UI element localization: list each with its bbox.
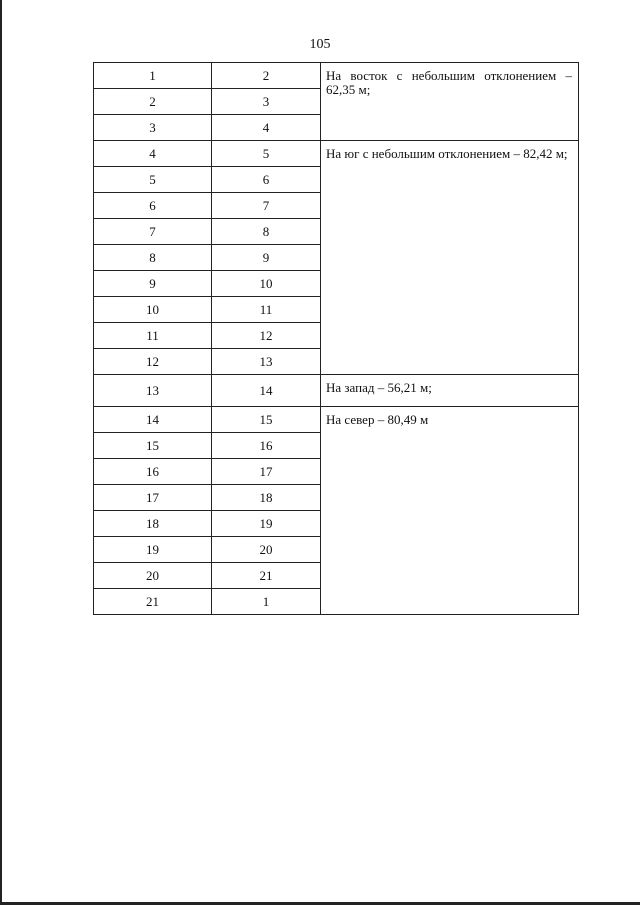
point-to: 10	[212, 271, 321, 297]
direction-south: На юг с небольшим отклонением – 82,42 м;	[321, 141, 579, 375]
point-from: 4	[94, 141, 212, 167]
point-to: 3	[212, 89, 321, 115]
point-to: 13	[212, 349, 321, 375]
point-from: 10	[94, 297, 212, 323]
direction-east: На восток с небольшим отклонением – 62,35 м;	[321, 63, 579, 141]
point-from: 20	[94, 563, 212, 589]
point-from: 17	[94, 485, 212, 511]
page-number: 105	[309, 37, 331, 52]
point-from: 16	[94, 459, 212, 485]
table-row	[94, 375, 579, 407]
table-row	[94, 141, 579, 167]
point-to: 18	[212, 485, 321, 511]
point-from: 5	[94, 167, 212, 193]
point-to: 7	[212, 193, 321, 219]
point-to: 1	[212, 589, 321, 615]
point-to: 6	[212, 167, 321, 193]
point-from: 9	[94, 271, 212, 297]
point-from: 2	[94, 89, 212, 115]
boundary-table	[93, 62, 579, 615]
table-row	[94, 63, 579, 89]
point-from: 6	[94, 193, 212, 219]
point-from: 15	[94, 433, 212, 459]
direction-north: На север – 80,49 м	[321, 407, 579, 615]
point-to: 11	[212, 297, 321, 323]
point-from: 1	[94, 63, 212, 89]
point-from: 13	[94, 375, 212, 407]
direction-west: На запад – 56,21 м;	[321, 375, 579, 407]
point-to: 4	[212, 115, 321, 141]
point-from: 21	[94, 589, 212, 615]
point-to: 5	[212, 141, 321, 167]
point-to: 9	[212, 245, 321, 271]
point-from: 3	[94, 115, 212, 141]
point-from: 14	[94, 407, 212, 433]
point-to: 14	[212, 375, 321, 407]
point-from: 11	[94, 323, 212, 349]
point-from: 19	[94, 537, 212, 563]
point-from: 8	[94, 245, 212, 271]
point-to: 8	[212, 219, 321, 245]
table-row	[94, 407, 579, 433]
point-to: 12	[212, 323, 321, 349]
point-to: 20	[212, 537, 321, 563]
page-left-edge	[0, 0, 2, 905]
point-to: 19	[212, 511, 321, 537]
point-to: 21	[212, 563, 321, 589]
point-from: 7	[94, 219, 212, 245]
point-to: 17	[212, 459, 321, 485]
point-to: 15	[212, 407, 321, 433]
point-from: 12	[94, 349, 212, 375]
point-from: 18	[94, 511, 212, 537]
point-to: 16	[212, 433, 321, 459]
point-to: 2	[212, 63, 321, 89]
